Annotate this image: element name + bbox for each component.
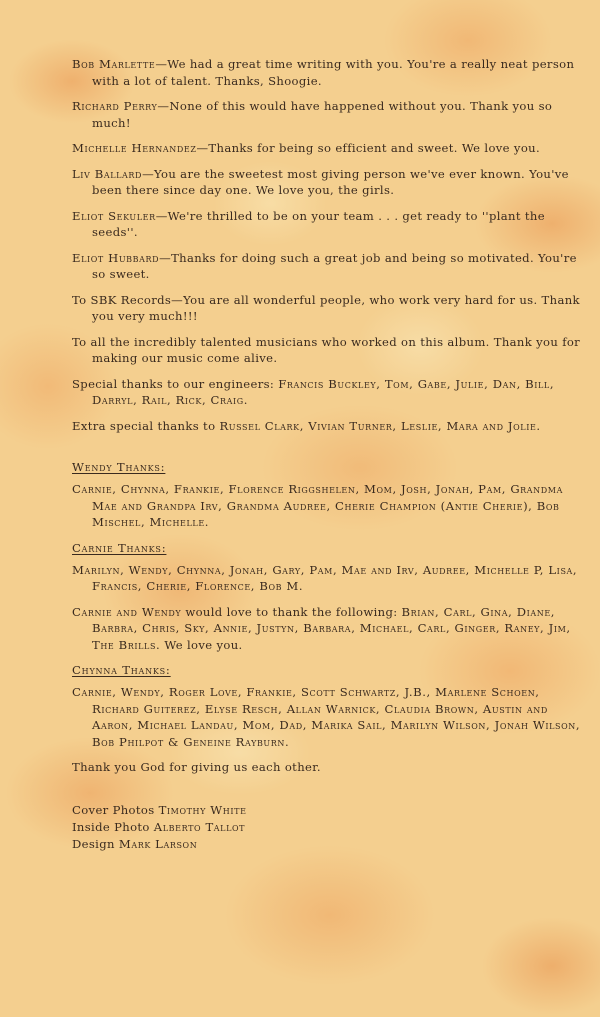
wendy-thanks-heading: Wendy Thanks:	[72, 460, 166, 474]
thanks-eliot-sekuler	[72, 208, 582, 241]
extra-names: Russel Clark, Vivian Turner, Leslie, Mara and Jolie.	[219, 418, 541, 433]
thanks-text: —We had a great time writing with you. You're a really neat person with a lot of talent. Thanks, Shoogie.	[92, 57, 575, 88]
credit-label: Design	[72, 836, 119, 851]
thanks-richard-perry	[72, 98, 582, 131]
liner-notes-page	[72, 56, 582, 853]
carnie-and-wendy-tail: We love you.	[160, 637, 243, 652]
credit-name: Mark Larson	[118, 836, 198, 851]
thanks-eliot-hubbard	[72, 250, 582, 283]
thanks-text: —We're thrilled to be on your team . . . get ready to ''plant the seeds''.	[92, 208, 545, 239]
thanks-sbk-records: To SBK Records—You are all wonderful people, who work very hard for us. Thank you very much!!!	[72, 292, 580, 323]
thanks-extra-special	[72, 418, 582, 435]
person-name: Richard Perry	[72, 99, 158, 113]
person-name: Liv Ballard	[72, 166, 143, 181]
thanks-text: —None of this would have happened without you. Thank you so much!	[92, 99, 553, 130]
person-name: Michelle Hernandez	[72, 141, 197, 155]
wendy-thanks-names: Carnie, Chynna, Frankie, Florence Riggshelen, Mom, Josh, Jonah, Pam, Grandma Mae and Grandpa Irv, Grandma Audree, Cherie Champion (Antie Cherie), Bob Mischel, Michelle.	[72, 482, 563, 529]
carnie-and-wendy-thanks	[72, 604, 582, 654]
credit-label: Inside Photo	[72, 819, 154, 834]
thanks-liv-ballard	[72, 166, 582, 199]
credit-label: Cover Photos	[72, 802, 159, 817]
credit-cover-photos	[72, 802, 582, 819]
engineers-prefix: Special thanks to our engineers:	[72, 376, 279, 391]
thanks-text: —Thanks for doing such a great job and being so motivated. You're so sweet.	[92, 250, 577, 281]
thanks-bob-marlette	[72, 56, 582, 89]
credit-name: Timothy White	[158, 802, 247, 817]
carnie-thanks-names: Marilyn, Wendy, Chynna, Jonah, Gary, Pam, Mae and Irv, Audree, Michelle P, Lisa, Francis, Cherie, Florence, Bob M.	[72, 562, 578, 593]
thanks-text: —You are the sweetest most giving person we've ever known. You've been there since day one. We love you, the girls.	[92, 166, 569, 197]
album-credits	[72, 802, 582, 853]
person-name: Eliot Hubbard	[72, 250, 160, 265]
credit-inside-photo	[72, 819, 582, 836]
credit-name: Alberto Tallot	[153, 819, 246, 834]
extra-prefix: Extra special thanks to	[72, 418, 220, 433]
engineers-names: Francis Buckley, Tom, Gabe, Julie, Dan, Bill, Darryl, Rail, Rick, Craig.	[92, 376, 555, 407]
carnie-and-wendy-mid: would love to thank the following:	[181, 604, 402, 619]
carnie-thanks-heading: Carnie Thanks:	[72, 540, 167, 555]
thanks-musicians: To all the incredibly talented musicians who worked on this album. Thank you for making our music come alive.	[72, 334, 581, 365]
credit-design	[72, 836, 582, 853]
thanks-god: Thank you God for giving us each other.	[72, 760, 321, 774]
thanks-engineers	[72, 376, 582, 409]
person-name: Eliot Sekuler	[72, 208, 156, 223]
carnie-and-wendy-label: Carnie and Wendy	[72, 604, 182, 619]
thanks-michelle-hernandez	[72, 140, 582, 157]
person-name: Bob Marlette	[72, 57, 156, 71]
chynna-thanks-names: Carnie, Wendy, Roger Love, Frankie, Scott Schwartz, J.B., Marlene Schoen, Richard Guiterez, Elyse Resch, Allan Warnick, Claudia Brown, Austin and Aaron, Michael Landau, Mom, Dad, Marika Sail, Marilyn Wilson, Jonah Wilson, Bob Philpot & Geneine Rayburn.	[72, 685, 581, 749]
carnie-and-wendy-names: Brian, Carl, Gina, Diane, Barbra, Chris, Sky, Annie, Justyn, Barbara, Michael, Carl, Ginger, Raney, Jim, The Brills.	[92, 604, 571, 652]
chynna-thanks-heading: Chynna Thanks:	[72, 663, 171, 677]
thanks-text: —Thanks for being so efficient and sweet. We love you.	[196, 141, 541, 155]
